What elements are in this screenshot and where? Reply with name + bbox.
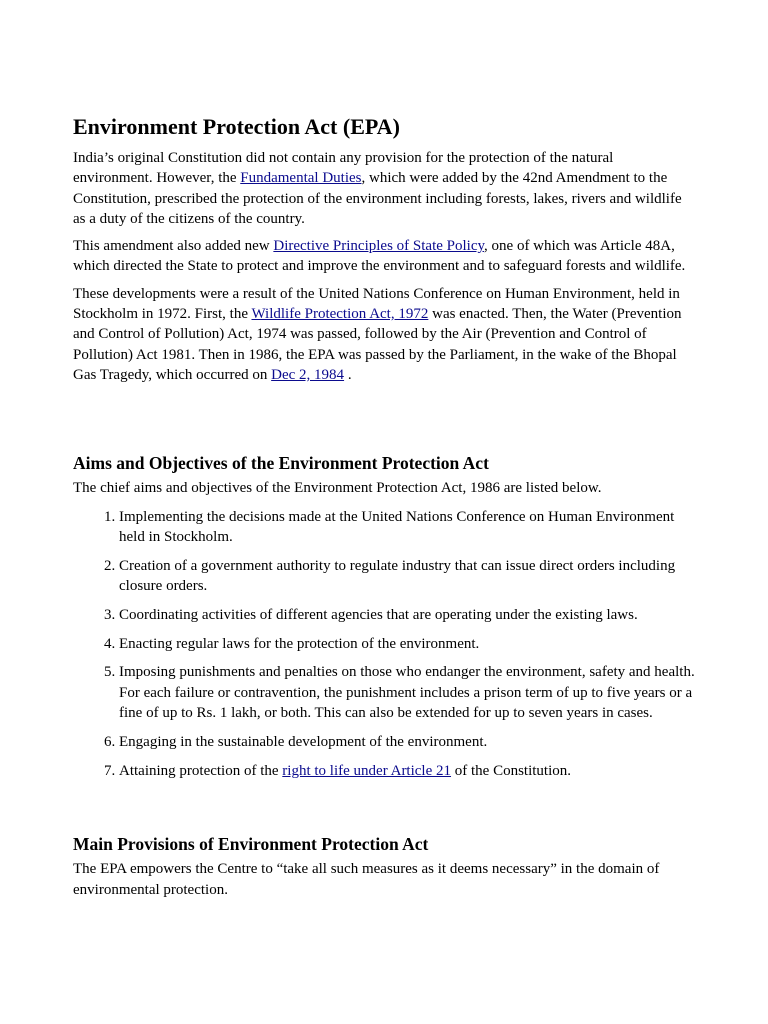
paragraph-text: , one of which was Article 48A, which directed the State to protect and improve the environment and to safeguard forests and wildlife. xyxy=(73,238,686,275)
bhopal-date-link[interactable]: Dec 2, 1984 xyxy=(271,366,345,383)
spacer xyxy=(73,789,695,833)
paragraph-text: . xyxy=(344,366,352,383)
paragraph-text: This amendment also added new xyxy=(73,238,274,255)
wildlife-protection-act-link[interactable]: Wildlife Protection Act, 1972 xyxy=(251,306,429,323)
list-item: 3. Coordinating activities of different agencies that are operating under the existing laws. xyxy=(119,605,695,625)
list-item: 2. Creation of a government authority to regulate industry that can issue direct orders including closure orders. xyxy=(119,556,695,597)
paragraph-text: India’s original Constitution did not contain any provision for the protection of the natural environment. However, the xyxy=(73,150,614,187)
paragraph-amendment xyxy=(73,236,695,277)
list-item-text: of the Constitution. xyxy=(451,762,572,779)
aims-list xyxy=(73,507,695,781)
directive-principles-link[interactable]: Directive Principles of State Policy xyxy=(273,238,485,255)
aims-heading: Aims and Objectives of the Environment Protection Act xyxy=(73,453,489,474)
paragraph-developments xyxy=(73,284,695,385)
list-item: 5. Imposing punishments and penalties on those who endanger the environment, safety and health. For each failure or contravention, the punishment includes a prison term of up to five years or a fine of up to Rs. 1 lakh, or both. This can also be extended for up to seven years in cases. xyxy=(119,662,695,723)
paragraph-text: , which were added by the 42nd Amendment to the Constitution, prescribed the protection of the environment including forests, lakes, rivers and wildlife as a duty of the citizens of the country. xyxy=(73,170,682,227)
document-content xyxy=(73,113,695,907)
aims-intro: The chief aims and objectives of the Environment Protection Act, 1986 are listed below. xyxy=(73,480,602,497)
paragraph-constitution xyxy=(73,148,695,229)
list-item: 4. Enacting regular laws for the protection of the environment. xyxy=(119,634,695,654)
spacer xyxy=(73,392,695,452)
right-to-life-link[interactable]: right to life under Article 21 xyxy=(282,762,452,779)
page-title: Environment Protection Act (EPA) xyxy=(73,114,400,139)
paragraph-text: was enacted. Then, the Water (Prevention and Control of Pollution) Act, 1974 was passed, followed by the Air (Prevention and Control of Pollution) Act 1981. Then in 1986, the EPA was passed by the Parliament, in the wake of the Bhopal Gas Tragedy, which occurred on xyxy=(73,306,682,383)
paragraph-text: These developments were a result of the United Nations Conference on Human Environment, held in Stockholm in 1972. First, the xyxy=(73,285,680,323)
list-item: 1. Implementing the decisions made at the United Nations Conference on Human Environment held in Stockholm. xyxy=(119,507,695,548)
fundamental-duties-link[interactable]: Fundamental Duties xyxy=(240,170,362,187)
list-item-text: Attaining protection of the xyxy=(119,762,283,779)
provisions-text: The EPA empowers the Centre to “take all such measures as it deems necessary” in the domain of environmental protection. xyxy=(73,861,660,898)
provisions-heading: Main Provisions of Environment Protection Act xyxy=(73,834,429,855)
list-item: 6. Engaging in the sustainable development of the environment. xyxy=(119,732,695,752)
list-item xyxy=(119,761,695,781)
